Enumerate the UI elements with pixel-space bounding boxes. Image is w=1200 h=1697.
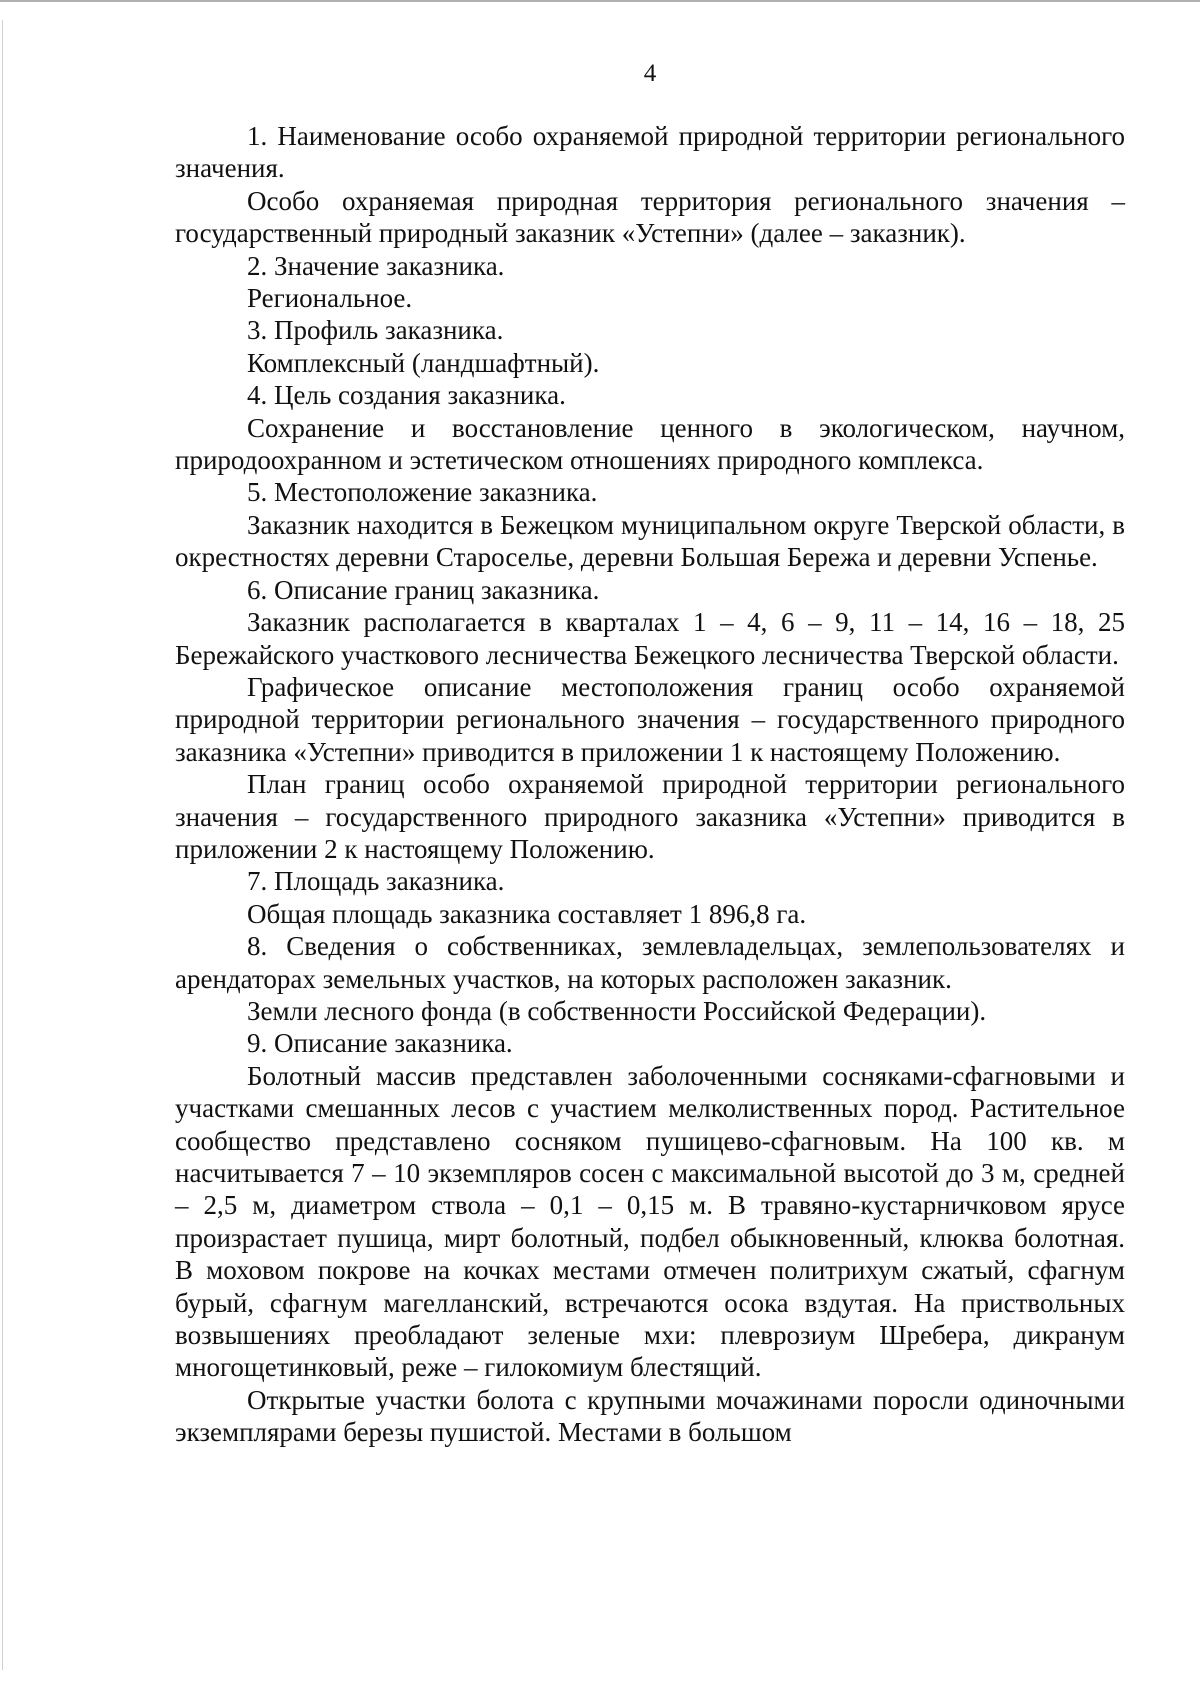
- section-4-text: Сохранение и восстановление ценного в экологическом, научном, природоохранном и эстетическом отношениях природного комплекса.: [175, 412, 1125, 476]
- section-8-text: Земли лесного фонда (в собственности Российской Федерации).: [247, 995, 987, 1026]
- section-7-heading: 7. Площадь заказника.: [247, 866, 505, 897]
- section-6-plan: План границ особо охраняемой природной территории регионального значения – государственного природного заказника «Устепни» приводится в приложении 2 к настоящему Положению.: [175, 769, 1125, 864]
- scan-edge-top: [0, 0, 1200, 2]
- section-2-heading: 2. Значение заказника.: [247, 250, 505, 281]
- section-6-text: Заказник располагается в кварталах 1 – 4, 6 – 9, 11 – 14, 16 – 18, 25 Бережайского участкового лесничества Бежецкого лесничества Тверской области.: [175, 607, 1125, 670]
- section-3-text: Комплексный (ландшафтный).: [247, 347, 600, 378]
- document-body: [175, 120, 1125, 1449]
- section-1-text: Особо охраняемая природная территория регионального значения – государственный природный заказник «Устепни» (далее – заказник).: [175, 185, 1125, 249]
- section-9-text: Болотный массив представлен заболоченными сосняками-сфагновыми и участками смешанных лесов с участием мелколиственных пород. Растительное сообщество представлено сосняком пушицево-сфагновым. На 100 кв. м насчитывается 7 – 10 экземпляров сосен с максимальной высотой до 3 м, средней – 2,5 м, диаметром ствола – 0,1 – 0,15 м. В травяно-кустарничковом ярусе произрастает пушица, мирт болотный, подбел обыкновенный, клюква болотная. В моховом покрове на кочках местами отмечен политрихум сжатый, сфагнум бурый, сфагнум магелланский, встречаются осока вздутая. На приствольных возвышениях преобладают зеленые мхи: плеврозиум Шребера, дикранум многощетинковый, реже – гилокомиум блестящий.: [175, 1060, 1125, 1383]
- section-9-text-continued: Открытые участки болота с крупными мочажинами поросли одиночными экземплярами березы пушистой. Местами в большом: [175, 1384, 1125, 1448]
- section-2-text: Региональное.: [247, 283, 413, 314]
- section-8-heading: 8. Сведения о собственниках, землевладельцах, землепользователях и арендаторах земельных участков, на которых расположен заказник.: [175, 931, 1125, 994]
- section-3-heading: 3. Профиль заказника.: [247, 315, 504, 346]
- section-6-graphic-description: Графическое описание местоположения границ особо охраняемой природной территории регионального значения – государственного природного заказника «Устепни» приводится в приложении 1 к настоящему Положению.: [175, 671, 1125, 767]
- section-7-text: Общая площадь заказника составляет 1 896,8 га.: [247, 898, 807, 929]
- section-6-heading: 6. Описание границ заказника.: [247, 574, 600, 605]
- section-4-heading: 4. Цель создания заказника.: [247, 380, 566, 411]
- scan-edge-left: [2, 20, 3, 1670]
- section-1-heading: 1. Наименование особо охраняемой природной территории регионального значения.: [175, 121, 1125, 184]
- section-5-heading: 5. Местоположение заказника.: [247, 477, 598, 508]
- section-9-heading: 9. Описание заказника.: [247, 1028, 513, 1059]
- section-5-text: Заказник находится в Бежецком муниципальном округе Тверской области, в окрестностях деревни Староселье, деревни Большая Бережа и деревни Успенье.: [175, 509, 1125, 573]
- page-number: 4: [643, 60, 657, 87]
